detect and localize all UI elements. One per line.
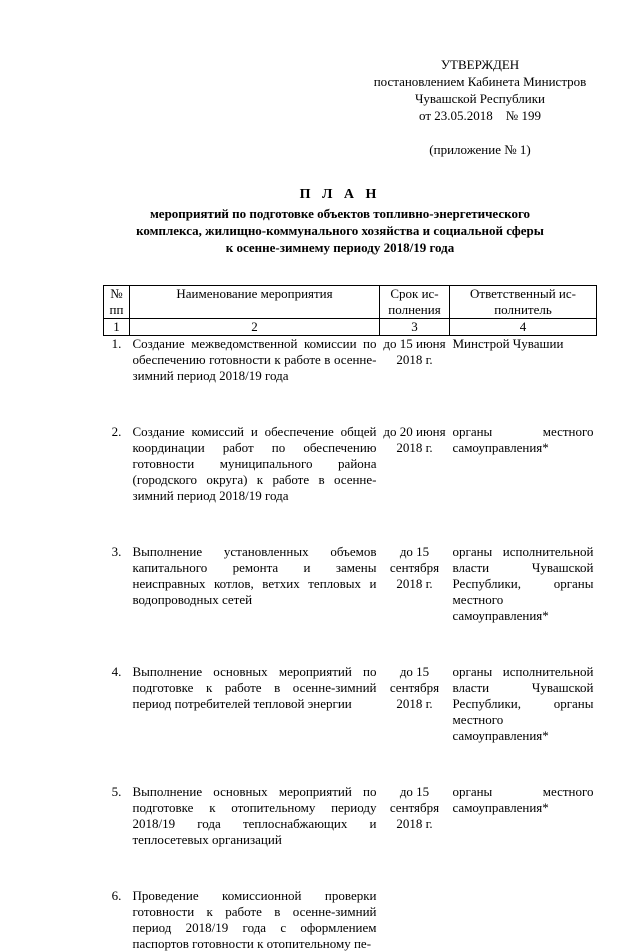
row-num: 6. — [111, 888, 122, 903]
row-term: до 20 июня 2018 г. — [383, 424, 446, 455]
row-name: Проведение комиссионной проверки готовности к работе в осенне-зимний период 2018/19 года с оформлением паспортов готовности к отопительному пе- — [132, 888, 377, 951]
header-name: Наименование мероприятия — [130, 286, 380, 319]
col-number-4: 4 — [450, 319, 597, 336]
row-term — [380, 888, 450, 952]
col-number-1: 1 — [104, 319, 130, 336]
approval-line-2: Чувашской Республики — [414, 91, 546, 106]
table-row — [104, 664, 597, 784]
approval-line-3: от 23.05.2018 № 199 — [419, 108, 541, 123]
heading-line-2: комплекса, жилищно-коммунального хозяйства и социальной сферы — [136, 223, 544, 238]
row-name: Создание комиссий и обеспечение общей координации работ по обеспечению готовности муниципального района (городского округа) к работе в осенне-зимний период 2018/19 года — [132, 424, 377, 503]
row-term: до 15 сентября 2018 г. — [389, 784, 440, 831]
col-number-2: 2 — [130, 319, 380, 336]
header-term: Срок ис-полнения — [380, 286, 450, 319]
table-row — [104, 784, 597, 888]
row-num: 1. — [111, 336, 122, 351]
row-num: 4. — [111, 664, 122, 679]
row-name: Создание межведомственной комиссии по обеспечению готовности к работе в осенне-зимний период 2018/19 года — [132, 336, 377, 383]
heading-line-3: к осенне-зимнему периоду 2018/19 года — [225, 240, 455, 255]
column-number-row — [104, 319, 597, 336]
approval-block — [350, 56, 610, 158]
document-heading — [110, 186, 570, 256]
row-term: до 15 июня 2018 г. — [383, 336, 446, 367]
row-name: Выполнение установленных объемов капитального ремонта и замены неисправных котлов, ветхих тепловых и водопроводных сетей — [132, 544, 377, 607]
header-resp: Ответственный ис-полнитель — [450, 286, 597, 319]
table-row — [104, 336, 597, 425]
approval-line-1: постановлением Кабинета Министров — [373, 74, 587, 89]
row-resp: органы местного самоуправления* — [452, 424, 594, 455]
appendix-note: (приложение № 1) — [429, 142, 531, 157]
row-term: до 15 сентября 2018 г. — [389, 664, 440, 711]
approval-title: УТВЕРЖДЕН — [440, 57, 520, 72]
heading-line-1: мероприятий по подготовке объектов топливно-энергетического — [149, 206, 531, 221]
table-row — [104, 888, 597, 952]
table-row — [104, 424, 597, 544]
row-resp: органы исполнительной власти Чувашской Республики, органы местного самоуправления* — [452, 544, 594, 623]
row-num: 2. — [111, 424, 122, 439]
row-resp: Минстрой Чувашии — [452, 336, 564, 351]
col-number-3: 3 — [380, 319, 450, 336]
row-num: 5. — [111, 784, 122, 799]
row-num: 3. — [111, 544, 122, 559]
row-term: до 15 сентября 2018 г. — [389, 544, 440, 591]
plan-table — [103, 285, 597, 952]
header-num: № пп — [104, 286, 130, 319]
row-resp — [450, 888, 597, 952]
row-resp: органы исполнительной власти Чувашской Республики, органы местного самоуправления* — [452, 664, 594, 743]
row-name: Выполнение основных мероприятий по подготовке к работе в осенне-зимний период потребителей тепловой энергии — [132, 664, 377, 711]
row-name: Выполнение основных мероприятий по подготовке к отопительному периоду 2018/19 года теплоснабжающих и теплосетевых организаций — [132, 784, 377, 847]
plan-title: П Л А Н — [299, 187, 381, 202]
table-row — [104, 544, 597, 664]
table-header-row — [104, 286, 597, 319]
row-resp: органы местного самоуправления* — [452, 784, 594, 815]
